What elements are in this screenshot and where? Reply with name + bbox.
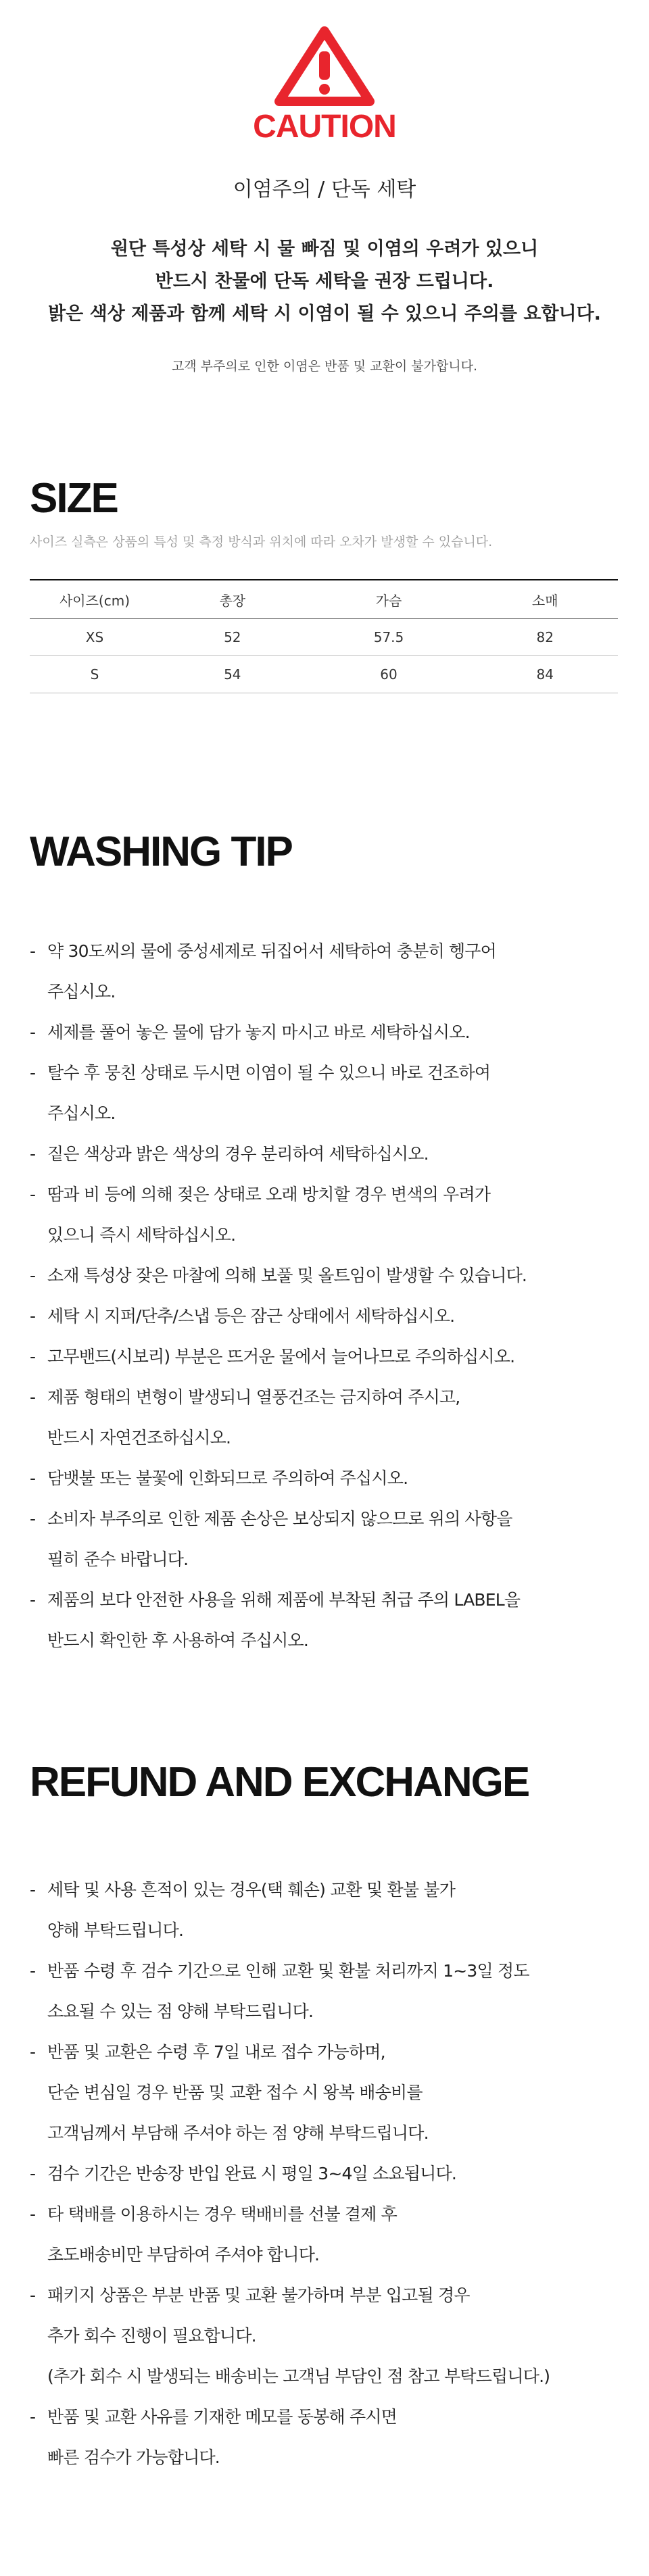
list-item: - 고무밴드(시보리) 부분은 뜨거운 물에서 늘어나므로 주의하십시오.: [30, 1347, 515, 1366]
size-cell: 52: [160, 619, 306, 656]
caution-note: 고객 부주의로 인한 이염은 반품 및 교환이 불가합니다.: [171, 359, 478, 374]
size-cell: 82: [472, 619, 618, 656]
size-table-row: [30, 619, 618, 656]
list-item: - 반품 및 교환 사유를 기재한 메모를 동봉해 주시면 빠른 검수가 가능합니다.: [30, 2407, 398, 2467]
list-item: - 세탁 및 사용 흔적이 있는 경우(택 훼손) 교환 및 환불 불가 양해 부탁드립니다.: [30, 1880, 456, 1940]
size-column-header: 총장: [160, 580, 306, 619]
list-item: - 세탁 시 지퍼/단추/스냅 등은 잠근 상태에서 세탁하십시오.: [30, 1306, 455, 1326]
list-item: - 세제를 풀어 놓은 물에 담가 놓지 마시고 바로 세탁하십시오.: [30, 1022, 470, 1042]
caution-line: 반드시 찬물에 단독 세탁을 권장 드립니다.: [155, 271, 494, 292]
size-cell: 84: [472, 656, 618, 693]
list-item: - 짙은 색상과 밝은 색상의 경우 분리하여 세탁하십시오.: [30, 1144, 429, 1164]
caution-header: [0, 26, 649, 145]
list-item: - 탈수 후 뭉친 상태로 두시면 이염이 될 수 있으니 바로 건조하여 주십시오.: [30, 1063, 491, 1123]
caution-line: 원단 특성상 세탁 시 물 빠짐 및 이염의 우려가 있으니: [110, 239, 539, 259]
size-table-header: [30, 580, 618, 619]
list-item: - 타 택배를 이용하시는 경우 택배비를 선불 결제 후 초도배송비만 부담하여 주셔야 합니다.: [30, 2204, 398, 2264]
size-cell: 54: [160, 656, 306, 693]
list-item: - 반품 및 교환은 수령 후 7일 내로 접수 가능하며, 단순 변심일 경우 반품 및 교환 접수 시 왕복 배송비를 고객님께서 부담해 주셔야 하는 점 양해 부탁드립니다.: [30, 2042, 429, 2143]
list-item: - 담뱃불 또는 불꽃에 인화되므로 주의하여 주십시오.: [30, 1468, 408, 1488]
warning-triangle-icon: [274, 26, 375, 107]
list-item: - 약 30도씨의 물에 중성세제로 뒤집어서 세탁하여 충분히 헹구어 주십시오.: [30, 941, 496, 1001]
caution-line: 밝은 색상 제품과 함께 세탁 시 이염이 될 수 있으니 주의를 요합니다.: [48, 303, 601, 324]
size-cell: S: [30, 656, 160, 693]
washing-tip-list: [30, 931, 638, 1661]
caution-title: 이염주의 / 단독 세탁: [233, 178, 416, 201]
list-item: - 땀과 비 등에 의해 젖은 상태로 오래 방치할 경우 변색의 우려가 있으니 즉시 세탁하십시오.: [30, 1185, 491, 1245]
size-column-header: 소매: [472, 580, 618, 619]
size-cell: XS: [30, 619, 160, 656]
list-item: - 제품의 보다 안전한 사용을 위해 제품에 부착된 취급 주의 LABEL을 반드시 확인한 후 사용하여 주십시오.: [30, 1590, 521, 1650]
washing-section-title: WASHING TIP: [30, 828, 292, 875]
list-item: - 패키지 상품은 부분 반품 및 교환 불가하며 부분 입고될 경우 추가 회수 진행이 필요합니다. (추가 회수 시 발생되는 배송비는 고객님 부담인 점 참고 부탁드립니다.): [30, 2285, 550, 2386]
caution-word: CAUTION: [253, 109, 396, 145]
list-item: - 소재 특성상 잦은 마찰에 의해 보풀 및 올트임이 발생할 수 있습니다.: [30, 1266, 527, 1285]
size-section-title: SIZE: [30, 475, 118, 522]
size-column-header: 사이즈(cm): [30, 580, 160, 619]
size-table: [30, 579, 618, 693]
list-item: - 소비자 부주의로 인한 제품 손상은 보상되지 않으므로 위의 사항을 필히 준수 바랍니다.: [30, 1509, 512, 1569]
refund-list: [30, 1870, 638, 2478]
size-table-row: [30, 656, 618, 693]
size-column-header: 가슴: [306, 580, 473, 619]
list-item: - 반품 수령 후 검수 기간으로 인해 교환 및 환불 처리까지 1~3일 정도 소요될 수 있는 점 양해 부탁드립니다.: [30, 1961, 529, 2021]
size-cell: 57.5: [306, 619, 473, 656]
caution-body: [0, 233, 649, 330]
size-cell: 60: [306, 656, 473, 693]
refund-section-title: REFUND AND EXCHANGE: [30, 1759, 529, 1806]
list-item: - 검수 기간은 반송장 반입 완료 시 평일 3~4일 소요됩니다.: [30, 2164, 457, 2183]
size-description: 사이즈 실측은 상품의 특성 및 측정 방식과 위치에 따라 오차가 발생할 수 있습니다.: [30, 535, 493, 549]
list-item: - 제품 형태의 변형이 발생되니 열풍건조는 금지하여 주시고, 반드시 자연건조하십시오.: [30, 1387, 460, 1447]
